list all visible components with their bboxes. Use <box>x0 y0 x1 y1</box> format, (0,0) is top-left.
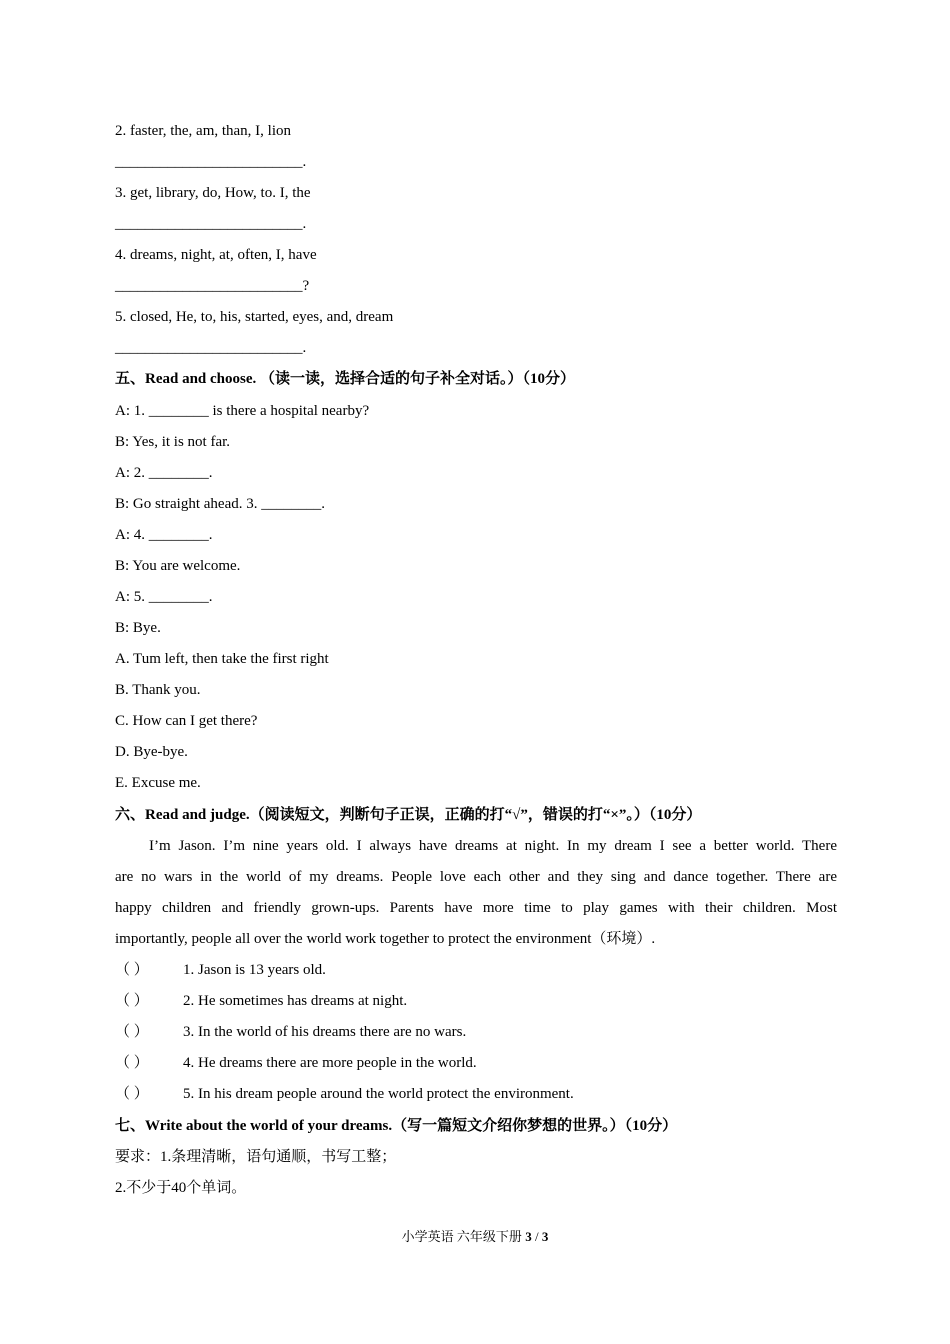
judge-item <box>115 960 837 980</box>
requirement-2: 2.不少于40个单词。 <box>115 1180 247 1196</box>
statement-text: 5. In his dream people around the world protect the environment. <box>183 1086 574 1102</box>
question-5: 5. closed, He, to, his, started, eyes, and, dream <box>115 309 394 325</box>
answer-line-5: _________________________. <box>115 340 307 356</box>
answer-line-3: _________________________. <box>115 216 307 232</box>
statement-text: 4. He dreams there are more people in the world. <box>183 1055 477 1071</box>
page-total: 3 <box>541 1229 549 1244</box>
dialog-line: B: Go straight ahead. 3. ________. <box>115 496 325 512</box>
page-number: 3 <box>525 1229 532 1244</box>
passage-line: happy children and friendly grown-ups. Parents have more time to play games with their children. Most <box>115 900 837 916</box>
dialog-line: A: 5. ________. <box>115 589 213 605</box>
statement-text: 2. He sometimes has dreams at night. <box>183 993 408 1009</box>
dialog-line: B: You are welcome. <box>115 558 241 574</box>
dialog-line: B: Yes, it is not far. <box>115 434 231 450</box>
option-c: C. How can I get there? <box>115 713 258 729</box>
answer-paren[interactable]: （ ） <box>115 1024 149 1040</box>
answer-paren[interactable]: （ ） <box>115 962 149 978</box>
section-7-title: 七、Write about the world of your dreams.（写一篇短文介绍你梦想的世界。）（10分） <box>115 1118 678 1134</box>
answer-paren[interactable]: （ ） <box>115 1055 149 1071</box>
answer-line-2: _________________________. <box>115 154 307 170</box>
dialog-line: B: Bye. <box>115 620 161 636</box>
section-5-title: 五、Read and choose. （读一读，选择合适的句子补全对话。）（10分） <box>115 371 576 387</box>
answer-paren[interactable]: （ ） <box>115 993 149 1009</box>
statement-text: 3. In the world of his dreams there are no wars. <box>183 1024 467 1040</box>
passage-line: I’m Jason. I’m nine years old. I always have dreams at night. In my dream I see a better world. There <box>149 838 837 854</box>
section-6-title: 六、Read and judge.（阅读短文，判断句子正误，正确的打“√”，错误的打“×”。）（10分） <box>115 807 702 823</box>
judge-item <box>115 1022 837 1042</box>
footer-label: 小学英语 六年级下册 <box>401 1229 526 1244</box>
question-4: 4. dreams, night, at, often, I, have <box>115 247 317 263</box>
requirement-1: 要求：1.条理清晰，语句通顺，书写工整； <box>115 1149 397 1165</box>
question-3: 3. get, library, do, How, to. I, the <box>115 185 311 201</box>
page-separator: / <box>531 1229 542 1244</box>
judge-item <box>115 991 837 1011</box>
judge-item <box>115 1053 837 1073</box>
answer-paren[interactable]: （ ） <box>115 1086 149 1102</box>
judge-item <box>115 1084 837 1104</box>
dialog-line: A: 4. ________. <box>115 527 213 543</box>
question-2: 2. faster, the, am, than, I, lion <box>115 123 292 139</box>
passage-line: importantly, people all over the world work together to protect the environment（环境）. <box>115 931 656 947</box>
option-a: A. Tum left, then take the first right <box>115 651 329 667</box>
option-b: B. Thank you. <box>115 682 201 698</box>
statement-text: 1. Jason is 13 years old. <box>183 962 326 978</box>
option-d: D. Bye-bye. <box>115 744 188 760</box>
passage-line: are no wars in the world of my dreams. People love each other and they sing and dance together. There are <box>115 869 837 885</box>
dialog-line: A: 1. ________ is there a hospital nearby? <box>115 403 370 419</box>
answer-line-4: _________________________? <box>115 278 310 294</box>
option-e: E. Excuse me. <box>115 775 201 791</box>
page-footer <box>0 1226 950 1245</box>
dialog-line: A: 2. ________. <box>115 465 213 481</box>
